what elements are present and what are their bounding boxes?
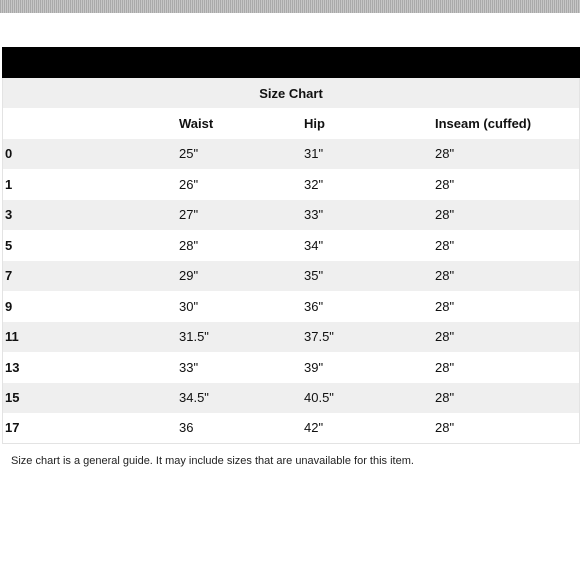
column-header-inseam: Inseam (cuffed)	[435, 115, 532, 131]
table-row	[2, 383, 580, 414]
waist-cell: 27"	[179, 207, 199, 223]
size-cell: 3	[5, 207, 13, 223]
inseam-cell: 28"	[435, 298, 455, 314]
table-row	[2, 291, 580, 322]
size-cell: 0	[5, 146, 13, 162]
waist-cell: 31.5"	[179, 329, 209, 345]
column-header-hip: Hip	[304, 115, 325, 131]
table-row	[2, 169, 580, 200]
size-chart-title: Size Chart	[259, 85, 323, 101]
hip-cell: 40.5"	[304, 390, 334, 406]
inseam-cell: 28"	[435, 420, 455, 436]
hip-cell: 36"	[304, 298, 324, 314]
inseam-cell: 28"	[435, 146, 455, 162]
hip-cell: 35"	[304, 268, 324, 284]
size-cell: 15	[5, 390, 20, 406]
table-title	[2, 78, 580, 108]
column-header-waist: Waist	[179, 115, 214, 131]
table-header-bar	[2, 47, 580, 78]
size-cell: 17	[5, 420, 20, 436]
size-cell: 13	[5, 359, 20, 375]
hip-cell: 34"	[304, 237, 324, 253]
table-row	[2, 352, 580, 383]
waist-cell: 33"	[179, 359, 199, 375]
table-row	[2, 139, 580, 170]
size-cell: 5	[5, 237, 13, 253]
table-row	[2, 322, 580, 353]
waist-cell: 28"	[179, 237, 199, 253]
hip-cell: 42"	[304, 420, 324, 436]
hip-cell: 32"	[304, 176, 324, 192]
inseam-cell: 28"	[435, 268, 455, 284]
inseam-cell: 28"	[435, 329, 455, 345]
waist-cell: 30"	[179, 298, 199, 314]
hip-cell: 31"	[304, 146, 324, 162]
waist-cell: 34.5"	[179, 390, 209, 406]
size-chart-table	[2, 47, 580, 444]
inseam-cell: 28"	[435, 359, 455, 375]
waist-cell: 29"	[179, 268, 199, 284]
size-cell: 9	[5, 298, 13, 314]
table-row	[2, 261, 580, 292]
size-chart-disclaimer: Size chart is a general guide. It may include sizes that are unavailable for this item.	[11, 455, 414, 467]
table-row	[2, 200, 580, 231]
waist-cell: 36	[179, 420, 194, 436]
table-row	[2, 413, 580, 444]
inseam-cell: 28"	[435, 176, 455, 192]
hip-cell: 33"	[304, 207, 324, 223]
inseam-cell: 28"	[435, 390, 455, 406]
waist-cell: 25"	[179, 146, 199, 162]
hip-cell: 37.5"	[304, 329, 334, 345]
waist-cell: 26"	[179, 176, 199, 192]
top-stripe-band	[0, 0, 580, 13]
table-row	[2, 230, 580, 261]
size-cell: 7	[5, 268, 13, 284]
column-header-row	[2, 108, 580, 139]
inseam-cell: 28"	[435, 207, 455, 223]
hip-cell: 39"	[304, 359, 324, 375]
size-cell: 11	[5, 329, 19, 345]
size-cell: 1	[5, 176, 13, 192]
inseam-cell: 28"	[435, 237, 455, 253]
